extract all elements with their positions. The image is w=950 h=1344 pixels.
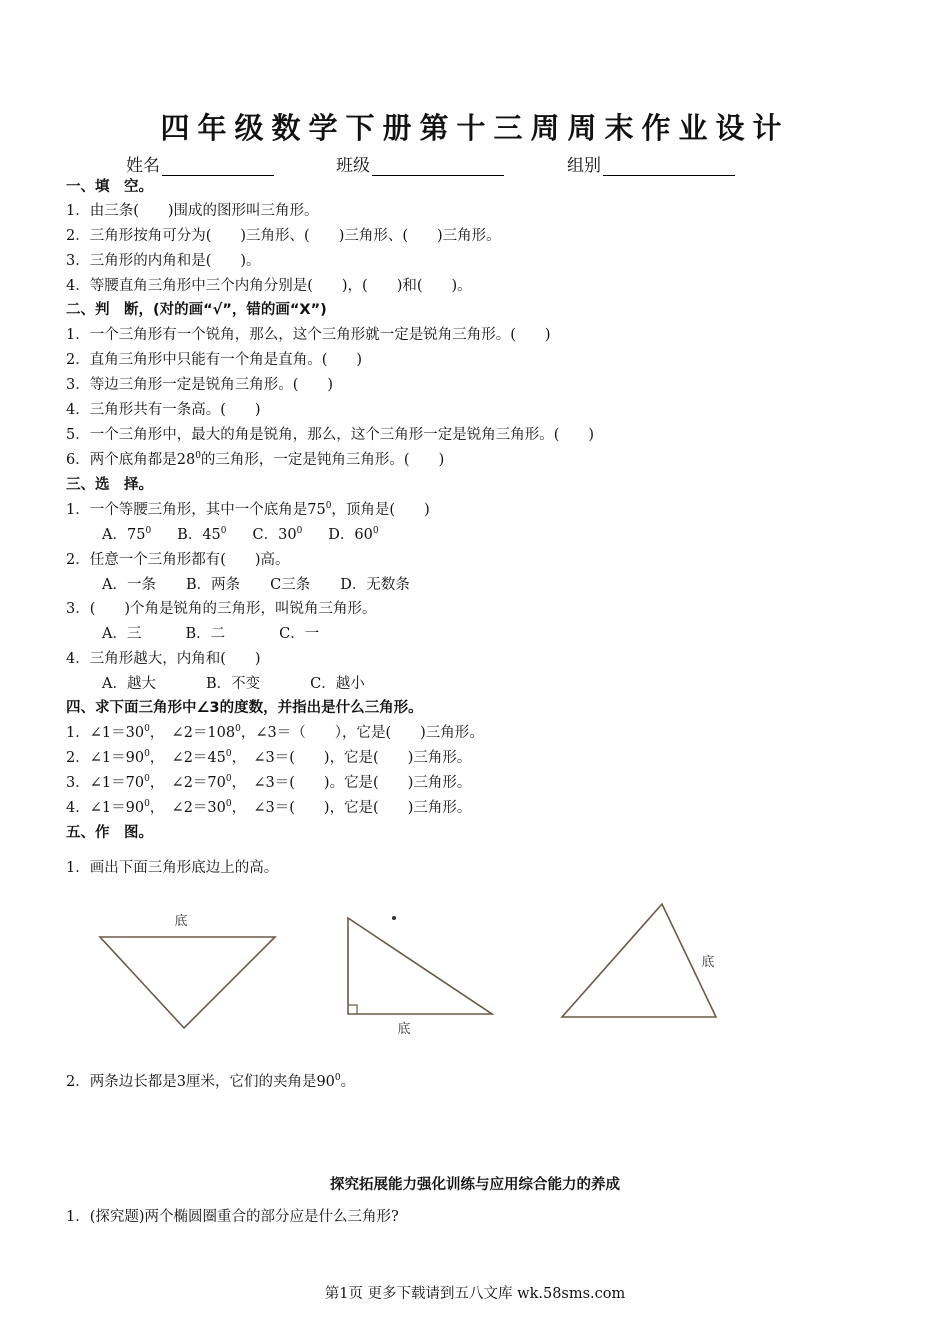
triangle-figures: [92, 894, 732, 1054]
s3-question-4: 4．三角形越大，内角和( ): [66, 651, 261, 667]
s5-question-1: 1．画出下面三角形底边上的高。: [66, 860, 279, 876]
s3-q1-options: [102, 525, 379, 545]
triangle-2-right[interactable]: [348, 916, 492, 1037]
option-b[interactable]: B．两条: [185, 577, 241, 593]
option-a[interactable]: A．一条: [102, 577, 156, 593]
option-b[interactable]: B．$45^0$: [177, 526, 227, 543]
degree-mark: 0: [195, 451, 201, 461]
s3-q4-options: [102, 674, 365, 694]
section2-heading: 二、判 断，(对的画“√”，错的画“X”): [66, 302, 327, 318]
s2-q6-text-b: 的三角形，一定是钝角三角形。( ): [200, 452, 445, 468]
name-label: 姓名: [126, 156, 160, 176]
s2-question-2: 2．直角三角形中只能有一个角是直角。( ): [66, 352, 363, 368]
name-field[interactable]: [126, 151, 274, 176]
option-c[interactable]: C三条: [270, 577, 311, 593]
page-footer: 第1页 更多下载请到五八文库 wk.58sms.com: [324, 1286, 626, 1302]
s3-q1-text-b: ，顶角是( ): [331, 502, 430, 518]
group-field[interactable]: [567, 151, 735, 176]
option-c[interactable]: C．一: [279, 626, 320, 642]
page-title: 四年级数学下册第十三周周末作业设计: [160, 111, 790, 145]
s3-q3-options: [102, 624, 319, 644]
section5-heading: 五、作 图。: [66, 825, 153, 841]
s4-row-4: 4．$\angle 1=90^0$， $\angle 2=30^0$， ∠3＝( )，它是( )三角形。: [66, 799, 472, 816]
base-label: 底: [397, 1022, 411, 1037]
s2-q6-text-a: 6．两个底角都是28: [66, 452, 196, 468]
extension-question-1: 1．(探究题)两个椭圆圈重合的部分应是什么三角形?: [66, 1209, 399, 1225]
section4-heading: 四、求下面三角形中∠3的度数，并指出是什么三角形。: [66, 700, 423, 716]
s2-question-6: [66, 450, 444, 470]
option-c[interactable]: C．越小: [310, 676, 365, 692]
s2-question-5: 5．一个三角形中，最大的角是锐角，那么，这个三角形一定是锐角三角形。( ): [66, 427, 595, 443]
s4-row-1: 1．$\angle 1=30^0$， $\angle 2=108^0$，∠3＝（ ），它是( )三角形。: [66, 724, 484, 741]
s2-question-3: 3．等边三角形一定是锐角三角形。( ): [66, 377, 334, 393]
class-label: 班级: [336, 156, 370, 176]
s2-question-4: 4．三角形共有一条高。( ): [66, 402, 261, 418]
option-a[interactable]: A．越大: [102, 676, 156, 692]
s2-question-1: 1．一个三角形有一个锐角，那么，这个三角形就一定是锐角三角形。( ): [66, 327, 551, 343]
group-blank[interactable]: [603, 157, 735, 176]
name-blank[interactable]: [162, 157, 274, 176]
s4-row-3: 3．$\angle 1=70^0$， $\angle 2=70^0$， ∠3＝( )。它是( )三角形。: [66, 774, 472, 791]
degree-mark: 0: [325, 501, 332, 511]
s3-question-1: [66, 500, 430, 520]
option-b[interactable]: B．不变: [205, 676, 261, 692]
s3-question-3: 3．( )个角是锐角的三角形，叫锐角三角形。: [66, 601, 377, 617]
s1-question-4: 4．等腰直角三角形中三个内角分别是( )，( )和( )。: [66, 278, 472, 294]
base-label: 底: [174, 914, 188, 929]
s1-question-1: 1．由三条( )围成的图形叫三角形。: [66, 203, 319, 219]
base-label: 底: [701, 955, 715, 970]
option-c[interactable]: C．$30^0$: [252, 526, 303, 543]
class-blank[interactable]: [372, 157, 504, 176]
s3-q1-text-a: 1．一个等腰三角形，其中一个底角是75: [66, 502, 326, 518]
triangle-1[interactable]: [100, 913, 275, 1028]
extension-title: 探究拓展能力强化训练与应用综合能力的养成: [330, 1177, 620, 1193]
s3-q2-options: [102, 575, 410, 595]
s4-row-2: 2．$\angle 1=90^0$， $\angle 2=45^0$， ∠3＝( )，它是( )三角形。: [66, 749, 472, 766]
section1-heading: 一、填 空。: [66, 179, 153, 195]
option-b[interactable]: B．二: [185, 626, 226, 642]
option-a[interactable]: A．$75^0$: [102, 526, 152, 543]
option-a[interactable]: A．三: [102, 626, 142, 642]
student-info-row: [0, 151, 950, 175]
section3-heading: 三、选 择。: [66, 477, 153, 493]
s3-question-2: 2．任意一个三角形都有( )高。: [66, 552, 290, 568]
s1-question-2: 2．三角形按角可分为( )三角形、( )三角形、( )三角形。: [66, 228, 501, 244]
s5-question-2: 2．两条边长都是3厘米，它们的夹角是$90^0$。: [66, 1073, 356, 1090]
triangle-3[interactable]: [562, 904, 716, 1017]
s1-question-3: 3．三角形的内角和是( )。: [66, 253, 261, 269]
group-label: 组别: [567, 156, 601, 176]
option-d[interactable]: D．无数条: [340, 577, 410, 593]
class-field[interactable]: [336, 151, 504, 176]
option-d[interactable]: D．$60^0$: [328, 526, 379, 543]
